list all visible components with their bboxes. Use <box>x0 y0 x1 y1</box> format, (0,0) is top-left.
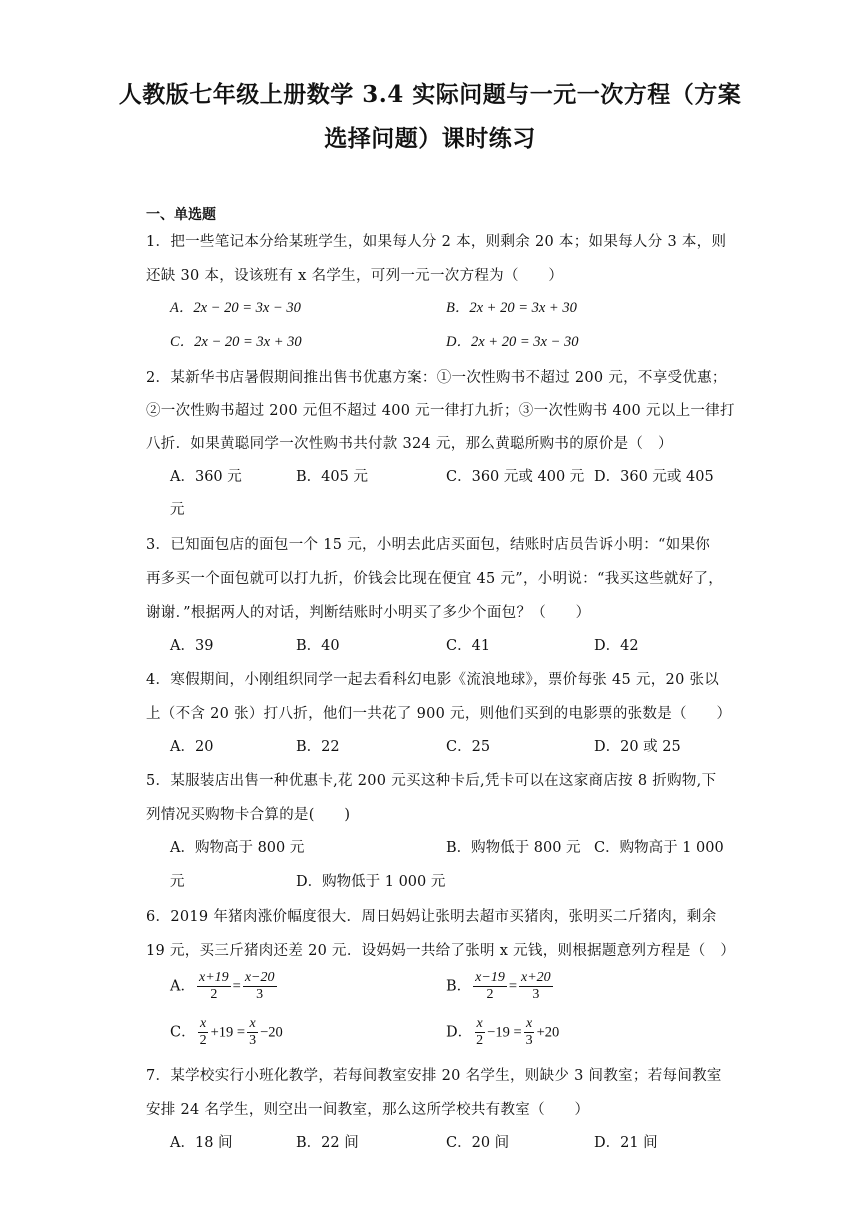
section-heading: 一、单选题 <box>146 207 216 223</box>
option-c: C．25 <box>446 739 491 755</box>
option-a: A．购物高于 800 元 <box>170 840 305 856</box>
page-title-line1: 人教版七年级上册数学 3.4 实际问题与一元一次方程（方案 <box>118 81 742 108</box>
option-label: A． <box>170 978 195 995</box>
question-text: 谢谢．”根据两人的对话，判断结账时小明买了多少个面包？（ ） <box>146 605 591 621</box>
option-a: A．18 间 <box>170 1135 233 1151</box>
option-d-continued: 元 <box>170 502 185 518</box>
option-a: A．2x − 20 = 3x − 30 <box>170 300 301 316</box>
question-text: 1．把一些笔记本分给某班学生，如果每人分 2 本，则剩余 20 本；如果每人分 3 本，则 <box>146 234 727 250</box>
option-a: A． $\frac{x+19}{2}$ = $\frac{x-20}{3}$ <box>170 970 275 1002</box>
option-c: C．360 元或 400 元 <box>446 469 585 485</box>
option-b: B．40 <box>296 638 340 654</box>
option-d: D．购物低于 1 000 元 <box>296 874 446 890</box>
option-d: D．21 间 <box>594 1135 658 1151</box>
question-text: 还缺 30 本，设该班有 x 名学生，可列一元一次方程为（ ） <box>146 268 564 284</box>
question-text: 4．寒假期间，小刚组织同学一起去看科幻电影《流浪地球》，票价每张 45 元，20 张以 <box>146 672 720 688</box>
fraction: $\frac{x}{3}$ <box>249 1016 257 1048</box>
option-d: D． $\frac{x}{2}$ −19 = $\frac{x}{3}$ +20 <box>446 1016 560 1048</box>
question-text: 安排 24 名学生，则空出一间教室，那么这所学校共有教室（ ） <box>146 1102 590 1118</box>
option-c-continued: 元 <box>170 874 185 890</box>
option-d: D．360 元或 405 <box>594 469 714 485</box>
question-text: ②一次性购书超过 200 元但不超过 400 元一律打九折；③一次性购书 400 元以上一律打 <box>146 403 735 419</box>
question-text: 7．某学校实行小班化教学，若每间教室安排 20 名学生，则缺少 3 间教室；若每间教室 <box>146 1068 722 1084</box>
fraction: $\frac{x-19}{2}$ <box>475 970 505 1002</box>
question-text: 上（不含 20 张）打八折，他们一共花了 900 元，则他们买到的电影票的张数是（ ） <box>146 706 732 722</box>
fraction: $\frac{x}{2}$ <box>476 1016 484 1048</box>
fraction: $\frac{x+19}{2}$ <box>198 970 229 1002</box>
question-text: 19 元，买三斤猪肉还差 20 元．设妈妈一共给了张明 x 元钱，则根据题意列方程是（ ） <box>146 943 736 959</box>
option-c: C． $\frac{x}{2}$ +19 = $\frac{x}{3}$ −20 <box>170 1016 283 1048</box>
option-b: B．22 <box>296 739 340 755</box>
fraction: $\frac{x}{3}$ <box>525 1016 533 1048</box>
option-b: B． $\frac{x-19}{2}$ = $\frac{x+20}{3}$ <box>446 970 551 1002</box>
option-label: D． <box>446 1024 473 1041</box>
option-c: C．41 <box>446 638 491 654</box>
question-text: 八折．如果黄聪同学一次性购书共付款 324 元，那么黄聪所购书的原价是（ ） <box>146 436 673 452</box>
question-text: 列情况买购物卡合算的是( ) <box>146 807 351 823</box>
question-text: 3．已知面包店的面包一个 15 元，小明去此店买面包，结账时店员告诉小明：“如果你 <box>146 537 711 553</box>
page-title-line2: 选择问题）课时练习 <box>324 125 536 152</box>
option-a: A．360 元 <box>170 469 242 485</box>
option-d: D．20 或 25 <box>594 739 681 755</box>
option-d: D．42 <box>594 638 639 654</box>
option-b: B．购物低于 800 元 <box>446 840 581 856</box>
question-text: 5．某服装店出售一种优惠卡,花 200 元买这种卡后,凭卡可以在这家商店按 8 折购物,下 <box>146 773 717 789</box>
fraction: $\frac{x-20}{3}$ <box>244 970 275 1002</box>
option-label: C． <box>170 1024 196 1041</box>
question-text: 6．2019 年猪肉涨价幅度很大．周日妈妈让张明去超市买猪肉，张明买二斤猪肉，剩余 <box>146 909 717 925</box>
option-c: C．2x − 20 = 3x + 30 <box>170 334 302 350</box>
option-c: C．20 间 <box>446 1135 510 1151</box>
option-a: A．39 <box>170 638 214 654</box>
option-b: B．22 间 <box>296 1135 359 1151</box>
option-a: A．20 <box>170 739 214 755</box>
question-text: 再多买一个面包就可以打九折，价钱会比现在便宜 45 元”，小明说：“我买这些就好了， <box>146 571 724 587</box>
question-text: 2．某新华书店暑假期间推出售书优惠方案：①一次性购书不超过 200 元，不享受优惠； <box>146 370 727 386</box>
fraction: $\frac{x}{2}$ <box>199 1016 207 1048</box>
option-b: B．405 元 <box>296 469 368 485</box>
option-label: B． <box>446 978 472 995</box>
fraction: $\frac{x+20}{3}$ <box>521 970 551 1002</box>
option-b: B．2x + 20 = 3x + 30 <box>446 300 577 316</box>
option-c: C．购物高于 1 000 <box>594 840 724 856</box>
option-d: D．2x + 20 = 3x − 30 <box>446 334 579 350</box>
